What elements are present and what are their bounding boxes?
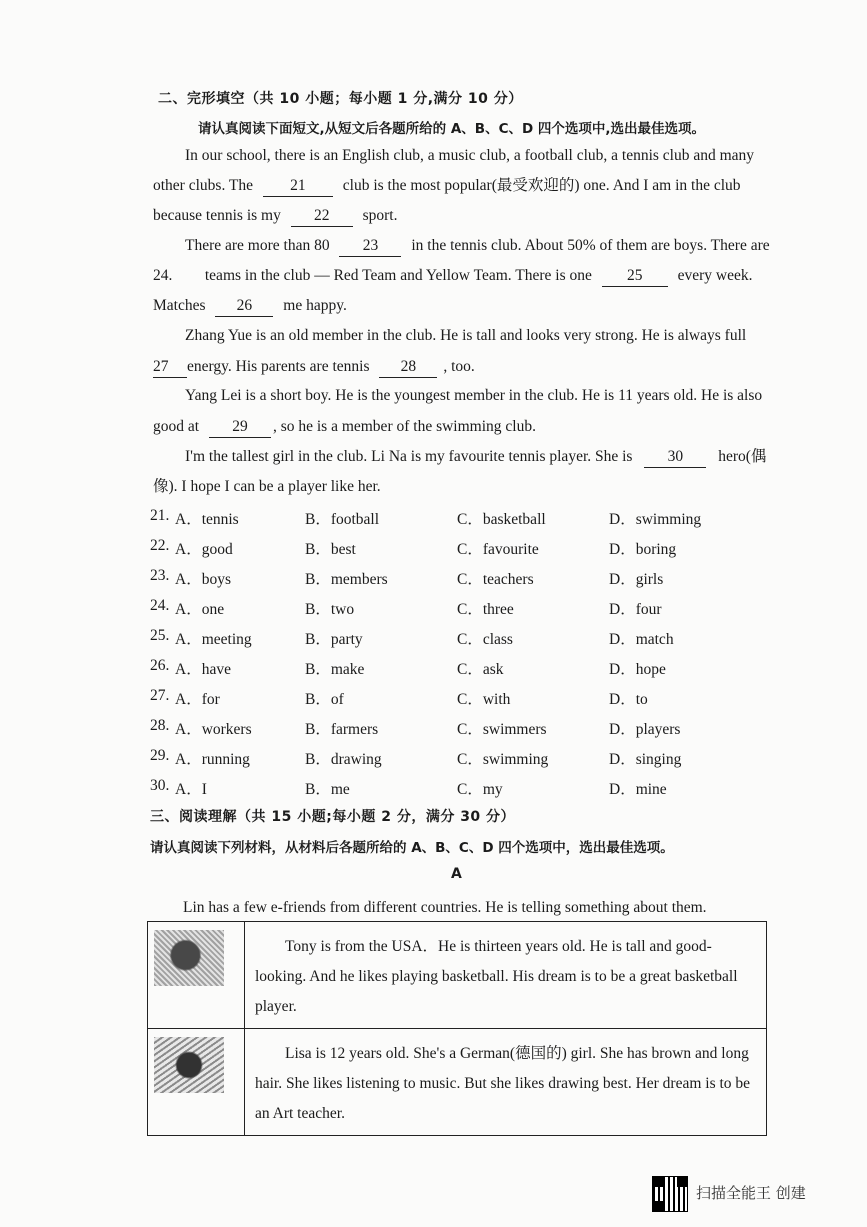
blank-30: 30 — [644, 447, 706, 468]
option-c: C．three — [457, 601, 514, 618]
option-a: A．I — [175, 781, 207, 798]
question-number: 24. — [150, 597, 170, 614]
reading-intro: Lin has a few e-friends from different countries. He is telling something about them. — [183, 899, 707, 916]
passage-line: because tennis is my 22 sport. — [153, 206, 397, 227]
friend-photo — [154, 1037, 224, 1093]
option-a: A．tennis — [175, 511, 239, 528]
question-number: 28. — [150, 717, 170, 734]
blank-22: 22 — [291, 206, 353, 227]
option-b: B．party — [305, 631, 363, 648]
option-a: A．boys — [175, 571, 231, 588]
option-c: C．swimming — [457, 751, 549, 768]
question-row — [0, 567, 867, 589]
option-a: A．meeting — [175, 631, 252, 648]
option-b: B．of — [305, 691, 344, 708]
option-a: A．for — [175, 691, 220, 708]
blank-23: 23 — [339, 236, 401, 257]
qr-code-icon — [652, 1176, 688, 1212]
option-c: C．with — [457, 691, 511, 708]
passage-line: In our school, there is an English club, a music club, a football club, a tennis club and many — [185, 147, 755, 164]
option-b: B．make — [305, 661, 365, 678]
option-c: C．class — [457, 631, 513, 648]
option-d: D．players — [609, 721, 681, 738]
option-c: C．basketball — [457, 511, 546, 528]
option-d: D．hope — [609, 661, 666, 678]
section2-instruction: 请认真阅读下面短文,从短文后各题所给的 A、B、C、D 四个选项中,选出最佳选项。 — [198, 121, 706, 137]
option-b: B．two — [305, 601, 355, 618]
option-c: C．favourite — [457, 541, 539, 558]
passage-line: Yang Lei is a short boy. He is the youngest member in the club. He is 11 years old. He is also — [185, 387, 763, 404]
part-label: A — [451, 866, 463, 882]
watermark-label: 扫描全能王 创建 — [696, 1184, 806, 1202]
friend-description: Lisa is 12 years old. She's a German(德国的) girl. She has brown and long hair. She likes listening to music. But she likes drawing best. Her dream is to be an Art teacher. — [245, 1029, 767, 1136]
option-d: D．match — [609, 631, 674, 648]
question-number: 22. — [150, 537, 170, 554]
question-row — [0, 747, 867, 769]
question-number: 29. — [150, 747, 170, 764]
option-b: B．me — [305, 781, 350, 798]
passage-line: 24. teams in the club — Red Team and Yellow Team. There is one 25 every week. — [153, 266, 752, 287]
question-number: 23. — [150, 567, 170, 584]
photo-cell — [148, 922, 245, 1029]
option-b: B．best — [305, 541, 356, 558]
section3-heading: 三、阅读理解（共 15 小题;每小题 2 分，满分 30 分） — [150, 809, 516, 825]
option-a: A．running — [175, 751, 250, 768]
blank-29: 29 — [209, 417, 271, 438]
option-c: C．my — [457, 781, 503, 798]
passage-line: other clubs. The 21 club is the most popular(最受欢迎的) one. And I am in the club — [153, 176, 741, 197]
passage-line: 27 energy. His parents are tennis 28 , too. — [153, 357, 475, 378]
table-row — [148, 1029, 767, 1136]
question-number: 30. — [150, 777, 170, 794]
blank-28: 28 — [379, 357, 437, 378]
blank-26: 26 — [215, 296, 273, 317]
option-a: A．one — [175, 601, 225, 618]
question-row — [0, 777, 867, 799]
blank-21: 21 — [263, 176, 333, 197]
e-friends-table — [147, 921, 767, 1136]
question-row — [0, 597, 867, 619]
option-b: B．members — [305, 571, 388, 588]
passage-line: Matches 26 me happy. — [153, 296, 347, 317]
question-number: 26. — [150, 657, 170, 674]
passage-line: Zhang Yue is an old member in the club. He is tall and looks very strong. He is always full — [185, 327, 747, 344]
passage-line: I'm the tallest girl in the club. Li Na is my favourite tennis player. She is 30 hero(偶 — [185, 447, 766, 468]
table-row — [148, 922, 767, 1029]
passage-line: 像). I hope I can be a player like her. — [153, 478, 381, 495]
passage-line: There are more than 80 23 in the tennis club. About 50% of them are boys. There are — [185, 236, 770, 257]
option-d: D．mine — [609, 781, 667, 798]
option-a: A．have — [175, 661, 231, 678]
blank-27: 27 — [153, 357, 187, 378]
option-b: B．football — [305, 511, 380, 528]
option-c: C．swimmers — [457, 721, 547, 738]
question-number: 21. — [150, 507, 170, 524]
question-number: 25. — [150, 627, 170, 644]
section2-heading: 二、完形填空（共 10 小题；每小题 1 分,满分 10 分） — [158, 91, 523, 107]
question-row — [0, 657, 867, 679]
question-row — [0, 537, 867, 559]
question-row — [0, 717, 867, 739]
option-c: C．ask — [457, 661, 504, 678]
blank-24: 24. — [153, 267, 173, 284]
section3-instruction: 请认真阅读下列材料，从材料后各题所给的 A、B、C、D 四个选项中，选出最佳选项。 — [150, 840, 674, 856]
option-c: C．teachers — [457, 571, 534, 588]
option-d: D．boring — [609, 541, 677, 558]
option-d: D．girls — [609, 571, 664, 588]
blank-25: 25 — [602, 266, 668, 287]
option-d: D．four — [609, 601, 662, 618]
option-b: B．farmers — [305, 721, 379, 738]
question-list — [0, 507, 867, 807]
option-a: A．good — [175, 541, 233, 558]
question-number: 27. — [150, 687, 170, 704]
photo-cell — [148, 1029, 245, 1136]
question-row — [0, 507, 867, 529]
friend-description: Tony is from the USA．He is thirteen years old. He is tall and good-looking. And he likes playing basketball. His dream is to be a great basketball player. — [245, 922, 767, 1029]
friend-photo — [154, 930, 224, 986]
question-row — [0, 627, 867, 649]
option-d: D．swimming — [609, 511, 702, 528]
option-b: B．drawing — [305, 751, 382, 768]
question-row — [0, 687, 867, 709]
option-a: A．workers — [175, 721, 252, 738]
option-d: D．singing — [609, 751, 682, 768]
passage-line: good at 29 , so he is a member of the swimming club. — [153, 417, 536, 438]
option-d: D．to — [609, 691, 648, 708]
